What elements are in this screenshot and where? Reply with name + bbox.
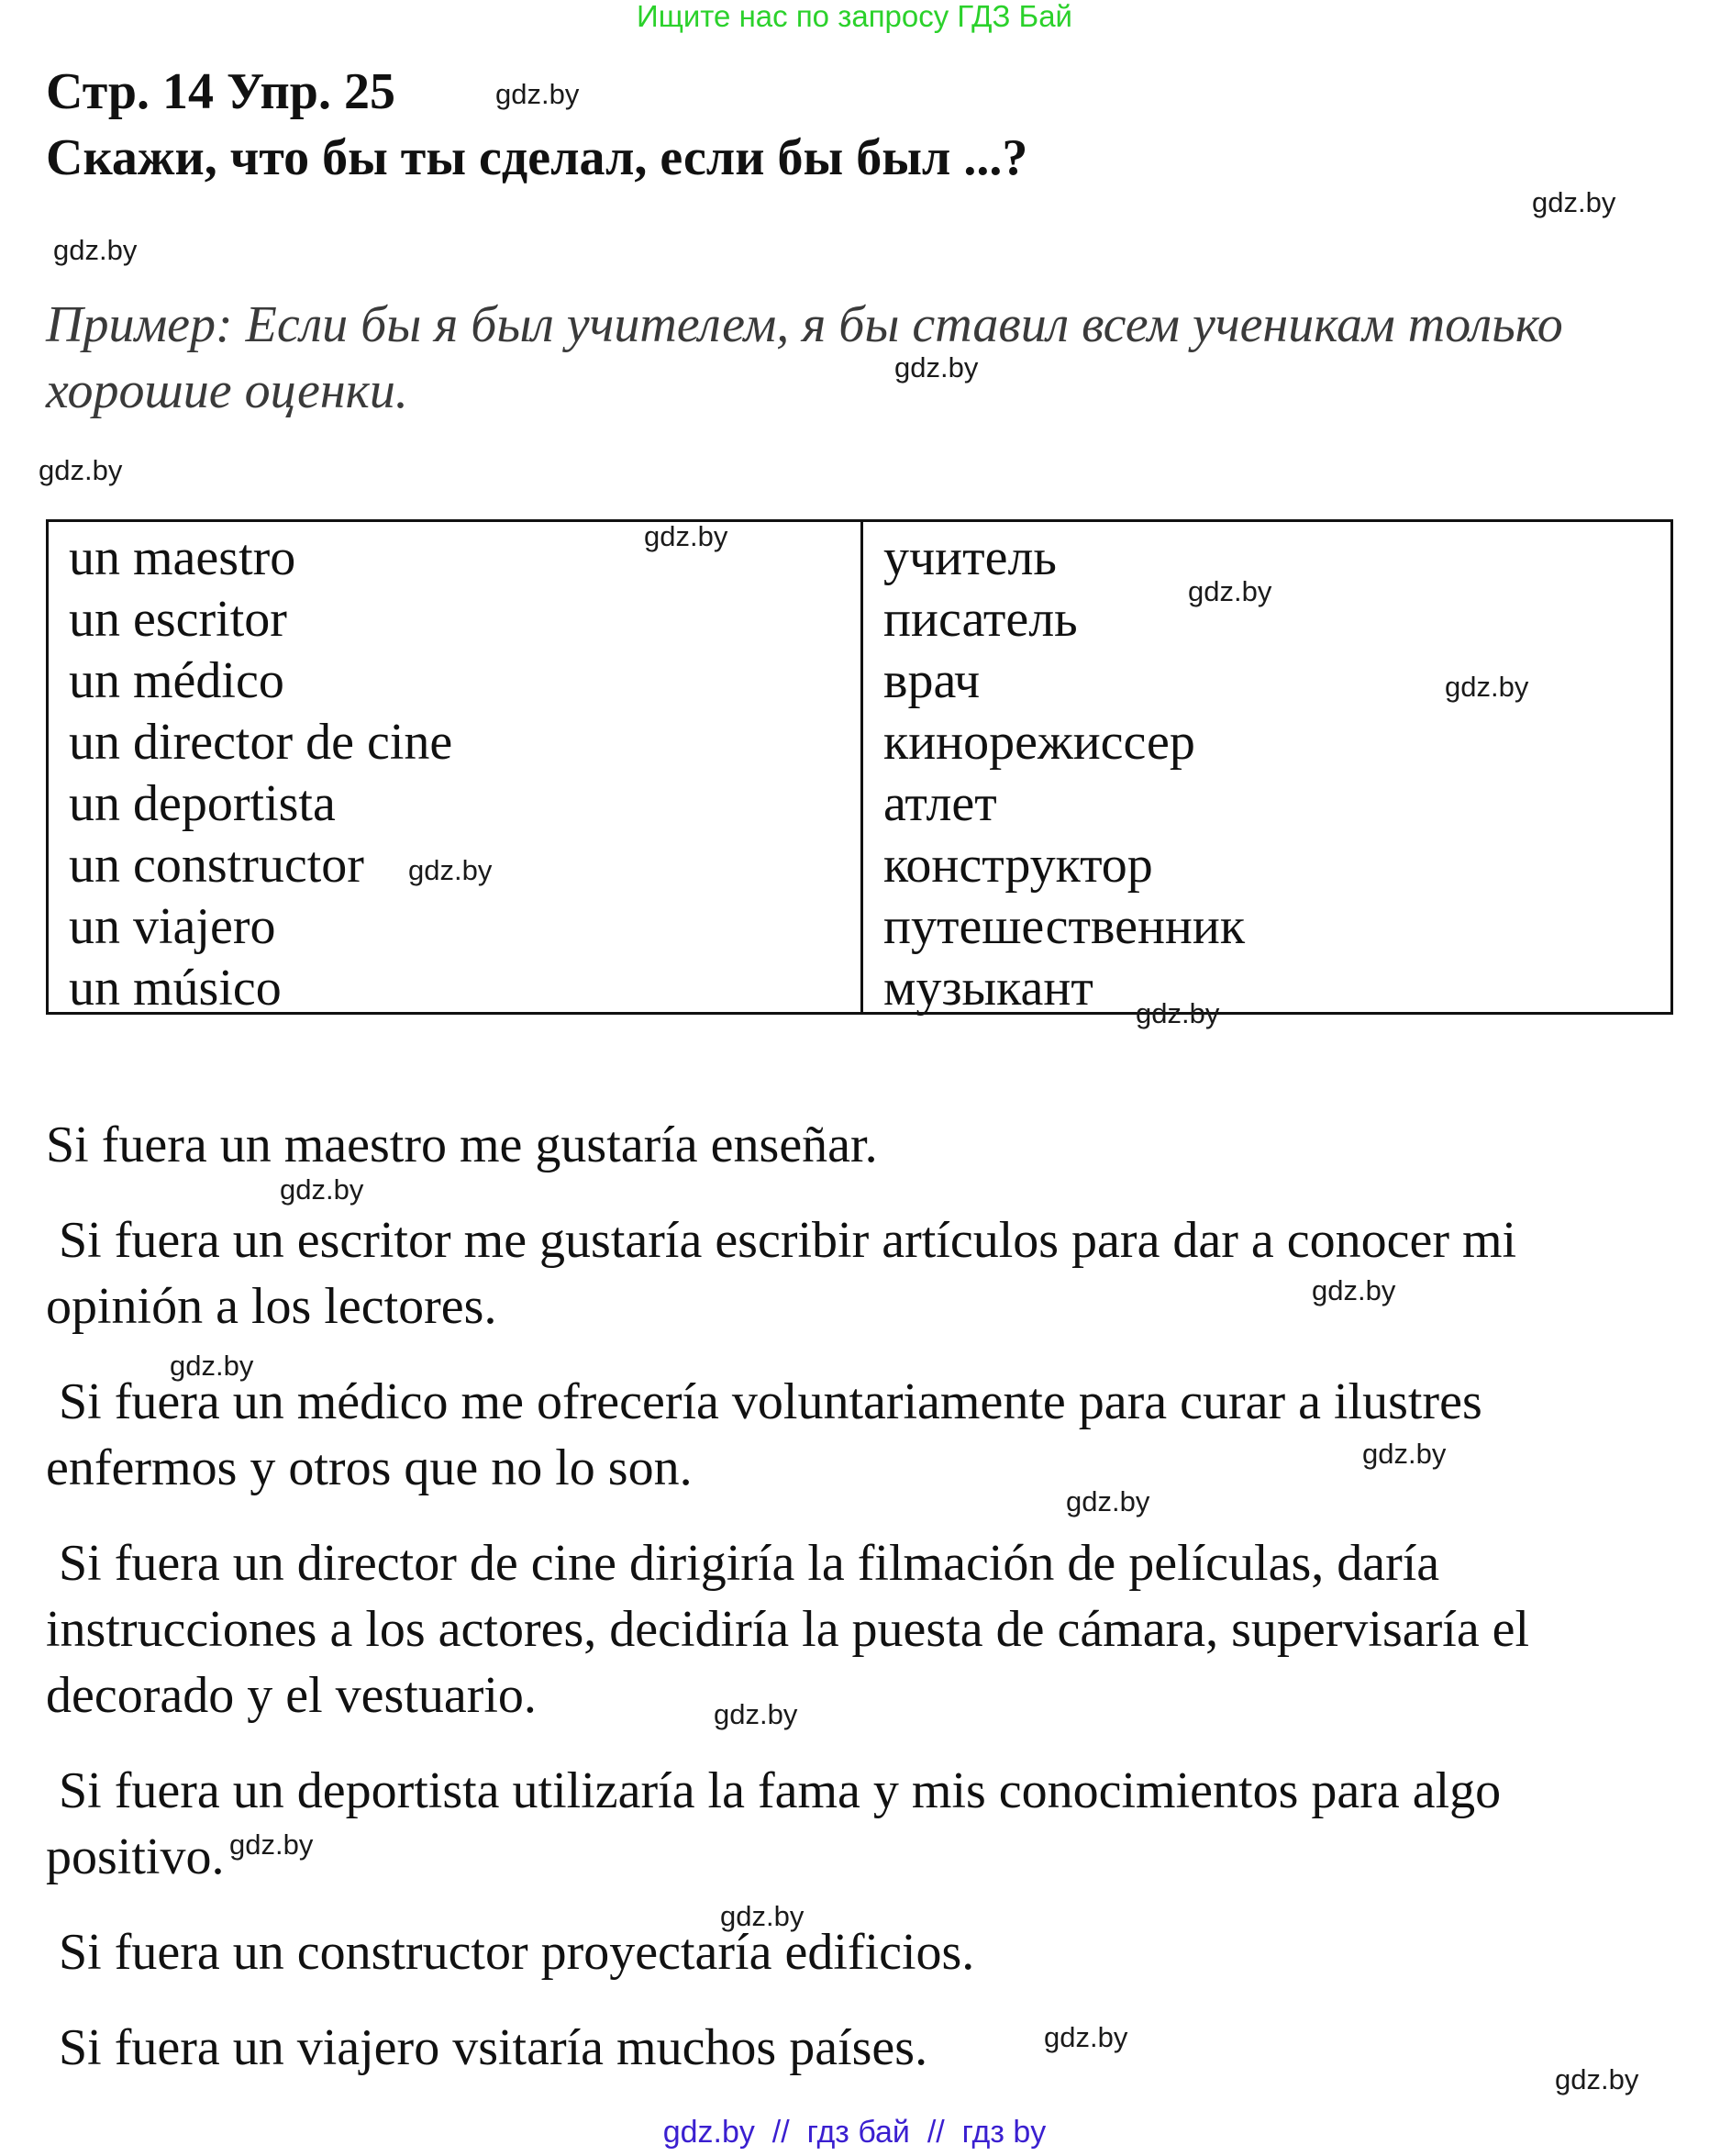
watermark: gdz.by (1362, 1438, 1447, 1470)
watermark: gdz.by (53, 234, 138, 266)
vocab-ru: кинорежиссер (883, 714, 1195, 771)
answer-sentence: Si fuera un constructor proyectaría edificios. (46, 1924, 975, 1981)
vocab-ru: атлет (883, 775, 997, 832)
watermark: gdz.by (408, 854, 493, 886)
answer-sentence: Si fuera un médico me ofrecería voluntariamente para curar a ilustres enfermos y otros que no lo son. (46, 1373, 1495, 1496)
answer-sentence: Si fuera un director de cine dirigiría la filmación de películas, daría instrucciones a los actores, decidiría la puesta de cámara, supervisaría el decorado y el vestuario. (46, 1535, 1543, 1724)
answer-sentence: Si fuera un deportista utilizaría la fama y mis conocimientos para algo positivo. (46, 1762, 1515, 1885)
vocab-es: un músico (69, 960, 282, 1017)
vocab-ru: музыкант (883, 960, 1093, 1017)
vocab-es: un deportista (69, 775, 336, 832)
vocabulary-table (46, 519, 1673, 1015)
task-heading: Скажи, что бы ты сделал, если бы был ...? (46, 129, 1028, 186)
watermark: gdz.by (1188, 575, 1272, 607)
watermark: gdz.by (229, 1828, 314, 1861)
watermark: gdz.by (170, 1350, 254, 1382)
example-text: Пример: Если бы я был учителем, я бы ставил всем ученикам только хорошие оценки. (46, 296, 1563, 419)
vocab-ru: конструктор (883, 837, 1153, 894)
vocab-es: un constructor (69, 837, 364, 894)
watermark: gdz.by (720, 1900, 805, 1932)
watermark: gdz.by (1445, 671, 1529, 703)
vocab-ru: писатель (883, 591, 1078, 648)
watermark: gdz.by (644, 520, 728, 552)
spanish-column (49, 522, 863, 1017)
top-banner: Ищите нас по запросу ГДЗ Бай (637, 0, 1072, 33)
answer-sentence: Si fuera un escritor me gustaría escribir artículos para dar a conocer mi opinión a los lectores. (46, 1212, 1530, 1335)
vocab-es: un viajero (69, 898, 276, 955)
answer-sentence: Si fuera un viajero vsitaría muchos países. (46, 2019, 928, 2076)
watermark: gdz.by (1136, 997, 1220, 1029)
answer-sentence: Si fuera un maestro me gustaría enseñar. (46, 1117, 878, 1173)
bottom-banner: gdz.by // гдз бай // гдз by (662, 2115, 1047, 2150)
vocab-es: un médico (69, 652, 284, 709)
watermark: gdz.by (1044, 2021, 1128, 2053)
watermark: gdz.by (495, 78, 580, 110)
watermark: gdz.by (714, 1698, 798, 1730)
watermark: gdz.by (1555, 2063, 1639, 2095)
vocab-es: un director de cine (69, 714, 453, 771)
vocab-ru: врач (883, 652, 981, 709)
watermark: gdz.by (894, 351, 979, 383)
watermark: gdz.by (1532, 186, 1616, 218)
page-exercise-heading: Стр. 14 Упр. 25 (46, 63, 395, 120)
answer-sentences (46, 1112, 1642, 2081)
watermark: gdz.by (280, 1173, 364, 1206)
watermark: gdz.by (39, 454, 123, 486)
vocab-es: un maestro (69, 529, 296, 586)
vocab-ru: учитель (883, 529, 1057, 586)
watermark: gdz.by (1066, 1485, 1150, 1517)
watermark: gdz.by (1312, 1274, 1396, 1306)
vocab-es: un escritor (69, 591, 287, 648)
vocab-ru: путешественник (883, 898, 1246, 955)
